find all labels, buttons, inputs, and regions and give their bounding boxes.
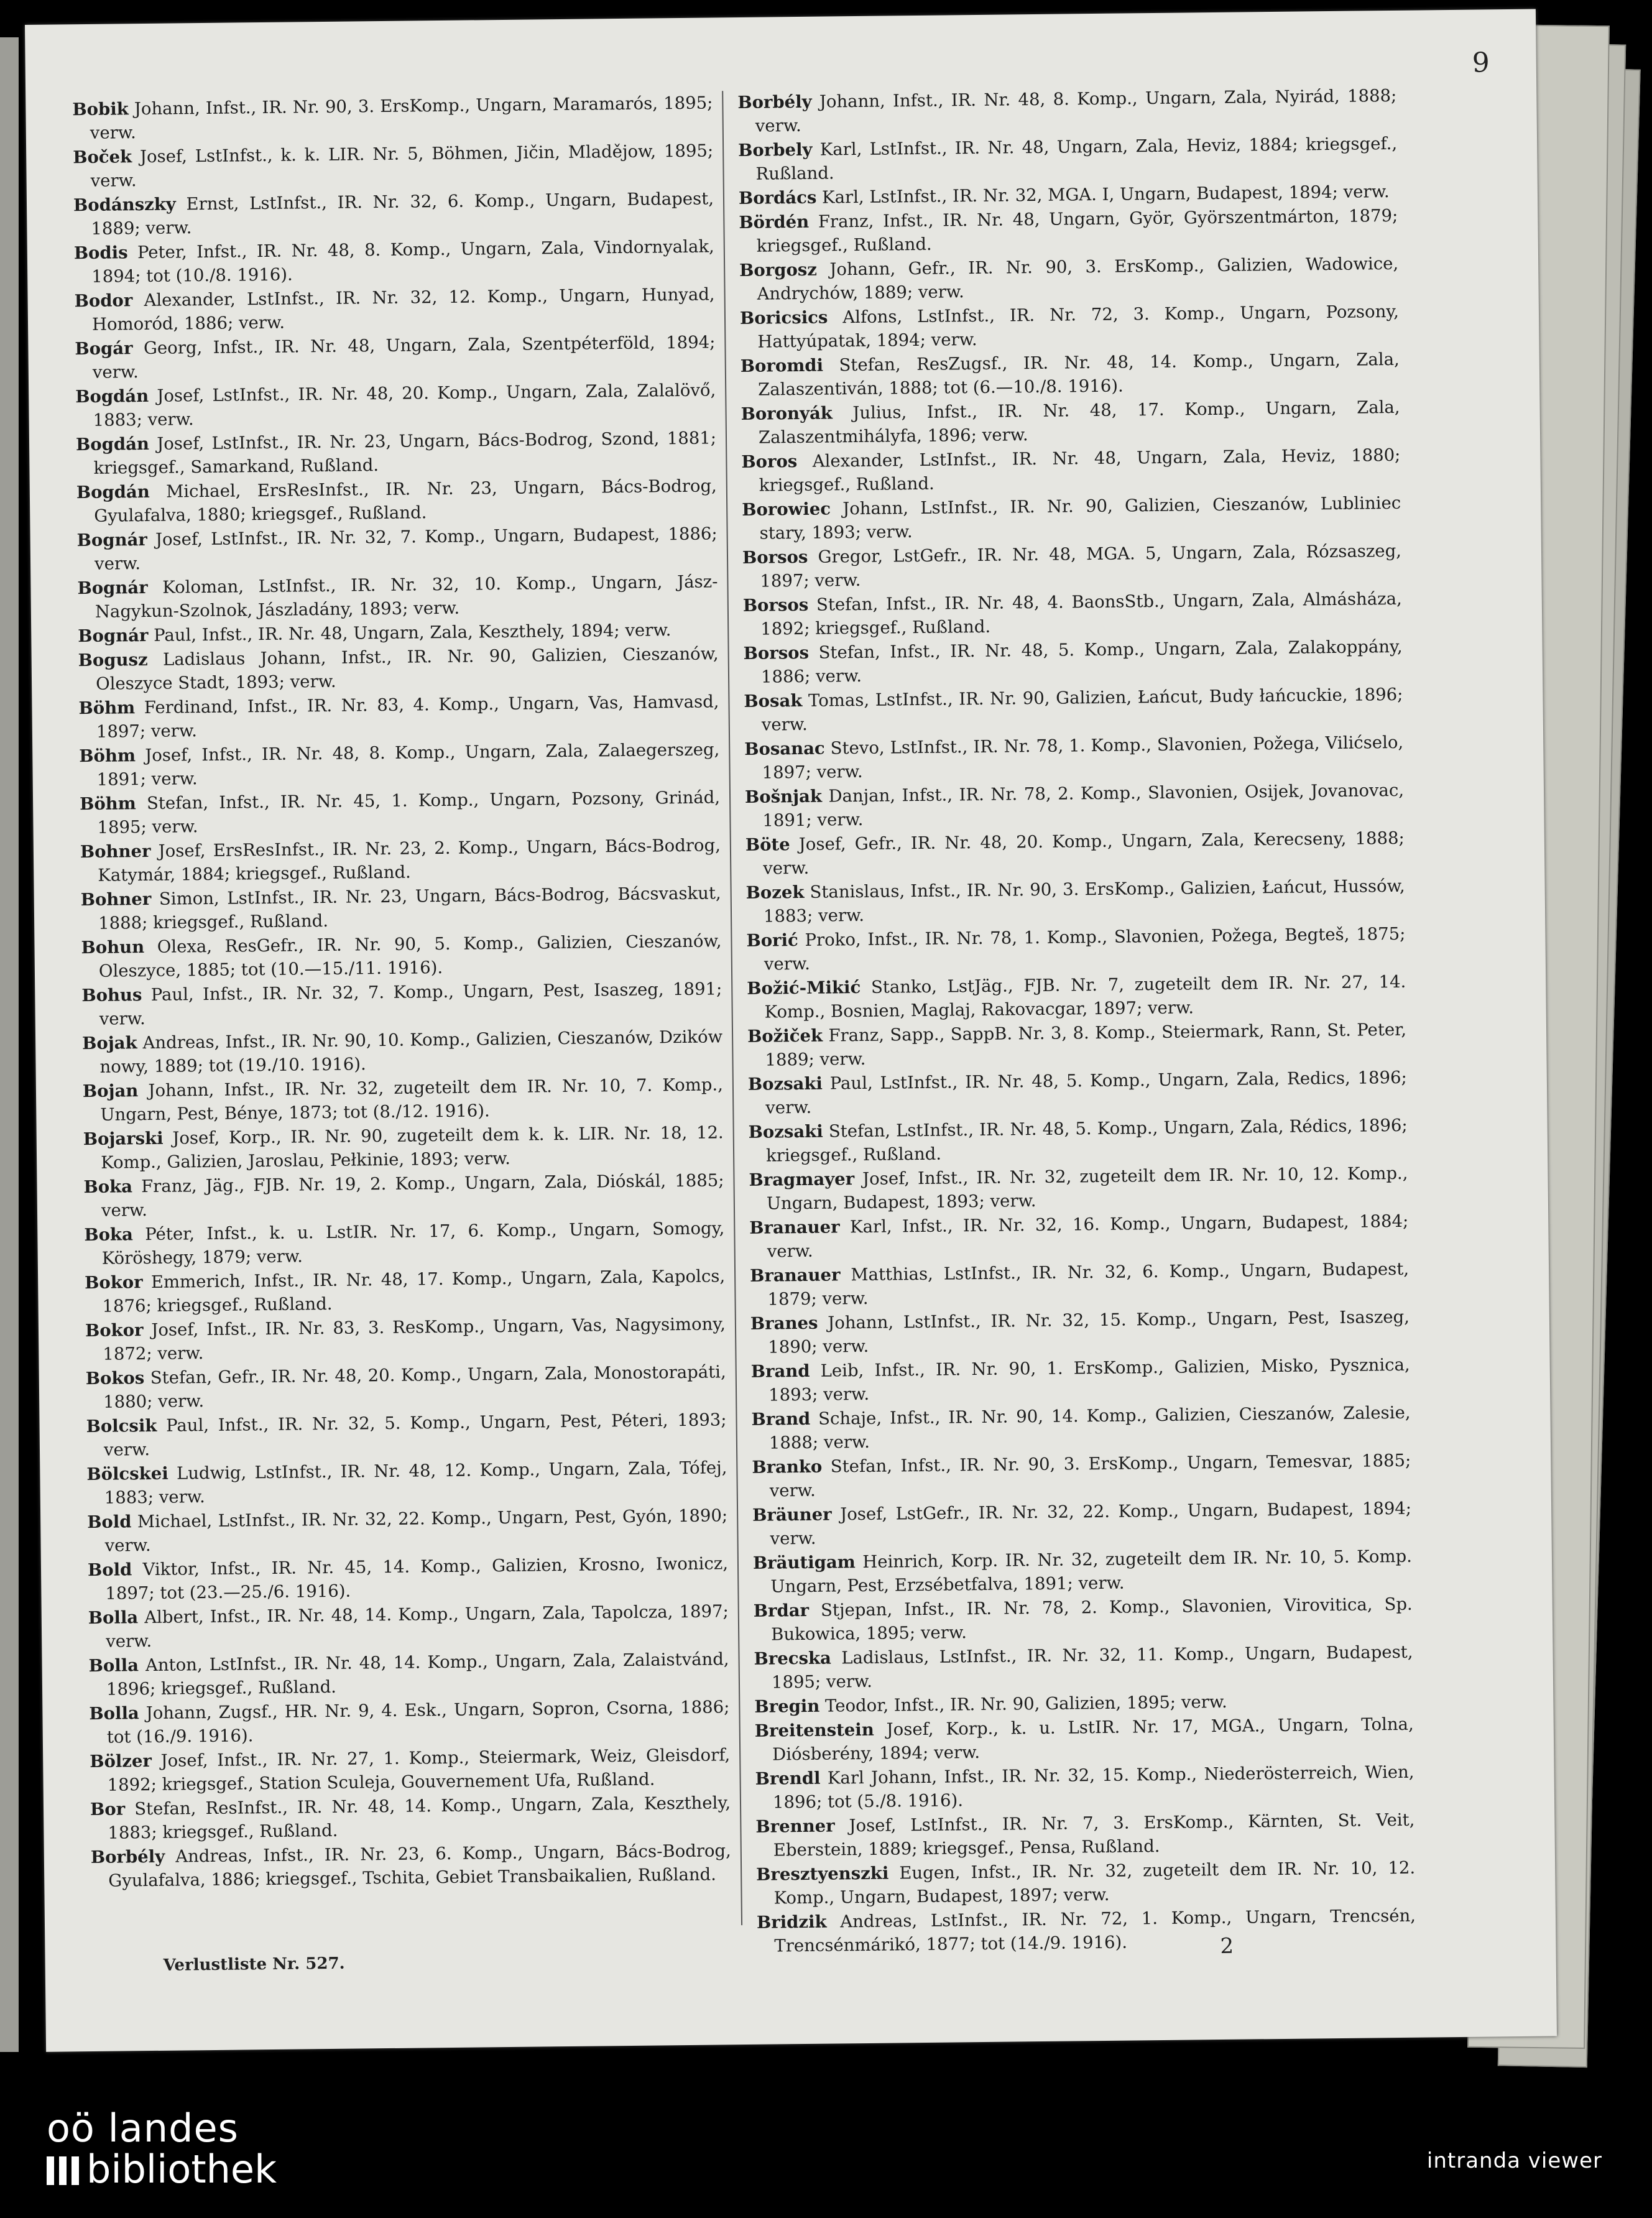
entry-details: Franz, Infst., IR. Nr. 48, Ungarn, Györ, Györszentmárton, 1879; kriegsgef., Rußland. bbox=[756, 205, 1398, 256]
entry-surname: Böte bbox=[745, 834, 790, 855]
entry-details: Heinrich, Korp. IR. Nr. 32, zugeteilt dem IR. Nr. 10, 5. Komp. Ungarn, Pest, Erzsébetfalva, 1891; verw. bbox=[770, 1546, 1413, 1597]
entry-surname: Brand bbox=[750, 1361, 810, 1382]
list-entry bbox=[751, 1401, 1411, 1455]
entry-details: Stefan, Infst., IR. Nr. 45, 1. Komp., Ungarn, Pozsony, Grinád, 1895; verw. bbox=[97, 787, 721, 838]
entry-surname: Boros bbox=[741, 451, 798, 472]
entry-surname: Borbély bbox=[90, 1846, 165, 1868]
entry-surname: Bognár bbox=[77, 577, 148, 599]
entry-surname: Bosanac bbox=[744, 738, 825, 759]
entry-surname: Bogdán bbox=[75, 433, 150, 455]
entry-details: Michael, ErsResInfst., IR. Nr. 23, Ungarn, Bács-Bodrog, Gyulafalva, 1880; kriegsgef., Rußland. bbox=[94, 476, 717, 526]
list-entry bbox=[744, 683, 1403, 737]
entry-details: Matthias, LstInfst., IR. Nr. 32, 6. Komp., Ungarn, Budapest, 1879; verw. bbox=[767, 1259, 1410, 1310]
entry-surname: Borsos bbox=[743, 642, 810, 663]
entry-details: Josef, LstInfst., IR. Nr. 7, 3. ErsKomp., Kärnten, St. Veit, Eberstein, 1889; kriegsgef., Pensa, Rußland. bbox=[773, 1809, 1415, 1860]
entry-details: Josef, Infst., IR. Nr. 27, 1. Komp., Steiermark, Weiz, Gleisdorf, 1892; kriegsgef., Station Sculeja, Gouvernement Ufa, Rußland. bbox=[107, 1745, 731, 1795]
list-entry bbox=[737, 84, 1397, 138]
entry-surname: Boronyák bbox=[741, 403, 833, 424]
list-entry bbox=[79, 737, 720, 792]
entry-details: Paul, LstInfst., IR. Nr. 48, 5. Komp., Ungarn, Zala, Redics, 1896; verw. bbox=[765, 1067, 1408, 1118]
entry-surname: Bosak bbox=[744, 690, 803, 711]
sheet-number: 2 bbox=[1220, 1933, 1234, 1959]
entry-surname: Bokor bbox=[85, 1320, 144, 1341]
list-entry bbox=[76, 474, 718, 528]
list-entry bbox=[86, 1408, 727, 1462]
entry-details: Stefan, ResZugsf., IR. Nr. 48, 14. Komp., Ungarn, Zala, Zalaszentiván, 1888; tot (6.—10./8. 1916). bbox=[758, 349, 1400, 400]
entry-surname: Borgosz bbox=[739, 259, 818, 280]
entry-details: Ladislaus Johann, Infst., IR. Nr. 90, Galizien, Cieszanów, Oleszyce Stadt, 1893; verw. bbox=[95, 644, 719, 694]
entry-surname: Böhm bbox=[79, 793, 136, 815]
list-entry bbox=[83, 1168, 724, 1222]
entry-details: Albert, Infst., IR. Nr. 48, 14. Komp., Ungarn, Zala, Tapolcza, 1897; verw. bbox=[106, 1601, 729, 1652]
entry-details: Paul, Infst., IR. Nr. 32, 7. Komp., Ungarn, Pest, Isaszeg, 1891; verw. bbox=[99, 979, 722, 1029]
entry-surname: Bodor bbox=[74, 290, 133, 312]
entry-details: Anton, LstInfst., IR. Nr. 48, 14. Komp., Ungarn, Zala, Zalaistvánd, 1896; kriegsgef., Rußland. bbox=[106, 1649, 729, 1699]
logo-bars-icon bbox=[47, 2156, 80, 2185]
entry-surname: Bor bbox=[90, 1799, 126, 1820]
entry-surname: Brecska bbox=[754, 1648, 832, 1669]
entry-details: Teodor, Infst., IR. Nr. 90, Galizien, 1895; verw. bbox=[824, 1691, 1227, 1716]
list-entry bbox=[754, 1640, 1413, 1694]
entry-details: Karl, Infst., IR. Nr. 32, 16. Komp., Ungarn, Budapest, 1884; verw. bbox=[767, 1211, 1409, 1262]
entry-details: Eugen, Infst., IR. Nr. 32, zugeteilt dem IR. Nr. 10, 12. Komp., Ungarn, Budapest, 1897; verw. bbox=[773, 1857, 1416, 1908]
entry-details: Franz, Jäg., FJB. Nr. 19, 2. Komp., Ungarn, Zala, Dióskál, 1885; verw. bbox=[101, 1170, 724, 1221]
entry-surname: Bojarski bbox=[83, 1128, 164, 1150]
entry-surname: Bozsaki bbox=[748, 1121, 823, 1142]
entry-details: Koloman, LstInfst., IR. Nr. 32, 10. Komp., Ungarn, Jász-Nagykun-Szolnok, Jászladány, 1893; verw. bbox=[95, 571, 718, 622]
entry-surname: Bregin bbox=[754, 1696, 820, 1717]
entry-details: Karl Johann, Infst., IR. Nr. 32, 15. Komp., Niederösterreich, Wien, 1896; tot (5./8. 1916). bbox=[772, 1762, 1414, 1813]
entry-surname: Bojak bbox=[81, 1033, 137, 1054]
entry-details: Franz, Sapp., SappB. Nr. 3, 8. Komp., Steiermark, Rann, St. Peter, 1889; verw. bbox=[765, 1019, 1407, 1070]
entry-details: Michael, LstInfst., IR. Nr. 32, 22. Komp., Ungarn, Pest, Gyón, 1890; verw. bbox=[104, 1505, 728, 1556]
entry-details: Péter, Infst., k. u. LstIR. Nr. 17, 6. Komp., Ungarn, Somogy, Köröshegy, 1879; verw. bbox=[101, 1218, 725, 1268]
entry-surname: Breitenstein bbox=[754, 1719, 874, 1741]
entry-surname: Bošnjak bbox=[744, 786, 823, 807]
entry-details: Proko, Infst., IR. Nr. 78, 1. Komp., Slavonien, Požega, Begteš, 1875; verw. bbox=[764, 923, 1406, 974]
list-entry bbox=[752, 1497, 1412, 1551]
list-entry bbox=[748, 1066, 1408, 1120]
entry-details: Stefan, Infst., IR. Nr. 48, 4. BaonsStb., Ungarn, Zala, Almásháza, 1892; kriegsgef., Rußland. bbox=[760, 588, 1402, 639]
entry-details: Johann, Infst., IR. Nr. 32, zugeteilt dem IR. Nr. 10, 7. Komp., Ungarn, Pest, Bénye, 1873; tot (8./12. 1916). bbox=[100, 1074, 724, 1125]
entry-surname: Bolcsik bbox=[86, 1415, 157, 1437]
list-entry bbox=[754, 1592, 1413, 1647]
entry-details: Josef, Gefr., IR. Nr. 48, 20. Komp., Ungarn, Zala, Kerecseny, 1888; verw. bbox=[763, 828, 1405, 879]
entry-surname: Bohner bbox=[80, 841, 151, 862]
entry-details: Ernst, LstInfst., IR. Nr. 32, 6. Komp., Ungarn, Budapest, 1889; verw. bbox=[91, 188, 714, 239]
previous-page-edge bbox=[0, 37, 19, 2052]
entry-details: Tomas, LstInfst., IR. Nr. 90, Galizien, Łańcut, Budy łańcuckie, 1896; verw. bbox=[761, 684, 1403, 735]
entry-surname: Bräutigam bbox=[752, 1552, 856, 1573]
entry-surname: Bozek bbox=[745, 882, 805, 903]
entry-details: Gregor, LstGefr., IR. Nr. 48, MGA. 5, Ungarn, Zala, Rózsaszeg, 1897; verw. bbox=[760, 540, 1402, 591]
entry-details: Schaje, Infst., IR. Nr. 90, 14. Komp., Galizien, Cieszanów, Zalesie, 1888; verw. bbox=[768, 1402, 1411, 1453]
list-entry bbox=[750, 1305, 1410, 1359]
list-entry bbox=[81, 929, 722, 983]
entry-details: Johann, LstInfst., IR. Nr. 32, 15. Komp., Ungarn, Pest, Isaszeg, 1890; verw. bbox=[768, 1306, 1410, 1357]
entry-surname: Boricsics bbox=[739, 307, 828, 328]
list-entry bbox=[84, 1216, 725, 1270]
entry-surname: Bohner bbox=[80, 889, 152, 910]
entry-surname: Borbely bbox=[738, 139, 813, 160]
entry-details: Paul, Infst., IR. Nr. 48, Ungarn, Zala, Keszthely, 1894; verw. bbox=[154, 620, 671, 645]
entry-details: Leib, Infst., IR. Nr. 90, 1. ErsKomp., Galizien, Misko, Pysznica, 1893; verw. bbox=[768, 1354, 1410, 1405]
scanned-page bbox=[25, 9, 1557, 2052]
entry-surname: Branauer bbox=[749, 1265, 841, 1286]
list-entry bbox=[81, 977, 722, 1031]
list-entry bbox=[755, 1808, 1415, 1862]
entry-details: Stjepan, Infst., IR. Nr. 78, 2. Komp., Slavonien, Virovitica, Sp. Bukowica, 1895; verw. bbox=[771, 1594, 1413, 1645]
entry-surname: Boromdi bbox=[740, 355, 824, 376]
entry-details: Karl, LstInfst., IR. Nr. 32, MGA. I, Ungarn, Budapest, 1894; verw. bbox=[821, 182, 1390, 208]
list-entry bbox=[74, 282, 715, 336]
list-entry bbox=[76, 426, 717, 480]
entry-details: Viktor, Infst., IR. Nr. 45, 14. Komp., Galizien, Krosno, Iwonicz, 1897; tot (23.—25./6. 1916). bbox=[105, 1553, 729, 1604]
list-entry bbox=[77, 570, 718, 624]
entry-surname: Bognár bbox=[78, 625, 149, 647]
list-entry bbox=[88, 1647, 729, 1701]
list-entry bbox=[739, 252, 1399, 306]
entry-surname: Bold bbox=[87, 1512, 132, 1533]
entry-details: Josef, Infst., IR. Nr. 32, zugeteilt dem IR. Nr. 10, 12. Komp., Ungarn, Budapest, 1893; verw. bbox=[766, 1163, 1408, 1214]
entry-details: Stefan, Gefr., IR. Nr. 48, 20. Komp., Ungarn, Zala, Monostorapáti, 1880; verw. bbox=[103, 1362, 726, 1412]
entry-surname: Bresztyenszki bbox=[756, 1863, 889, 1885]
list-entry bbox=[76, 522, 718, 576]
entry-details: Julius, Infst., IR. Nr. 48, 17. Komp., Ungarn, Zala, Zalaszentmihályfa, 1896; verw. bbox=[758, 397, 1400, 448]
list-entry bbox=[88, 1599, 729, 1653]
entry-details: Josef, Infst., IR. Nr. 48, 8. Komp., Ungarn, Zala, Zalaegerszeg, 1891; verw. bbox=[96, 739, 720, 790]
entry-surname: Bodánszky bbox=[73, 194, 176, 216]
list-entry bbox=[75, 330, 716, 384]
list-entry bbox=[739, 204, 1398, 258]
list-entry bbox=[82, 1025, 723, 1079]
list-entry bbox=[738, 132, 1398, 186]
list-entry bbox=[749, 1162, 1408, 1216]
entry-surname: Bogdán bbox=[75, 386, 149, 407]
entry-details: Danjan, Infst., IR. Nr. 78, 2. Komp., Slavonien, Osijek, Jovanovac, 1891; verw. bbox=[762, 780, 1405, 831]
entry-surname: Bohus bbox=[81, 985, 142, 1006]
entry-surname: Boka bbox=[84, 1224, 134, 1245]
list-entry bbox=[75, 378, 716, 432]
list-entry bbox=[743, 587, 1403, 641]
entry-details: Stanko, LstJäg., FJB. Nr. 7, zugeteilt dem IR. Nr. 27, 14. Komp., Bosnien, Maglaj, Rakovacgar, 1897; verw. bbox=[764, 971, 1406, 1022]
list-entry bbox=[745, 779, 1405, 833]
entry-details: Peter, Infst., IR. Nr. 48, 8. Komp., Ungarn, Zala, Vindornyalak, 1894; tot (10./8. 1916). bbox=[91, 236, 714, 287]
entry-details: Karl, LstInfst., IR. Nr. 48, Ungarn, Zala, Heviz, 1884; kriegsgef., Rußland. bbox=[755, 133, 1398, 184]
list-entry bbox=[78, 690, 719, 744]
list-entry bbox=[73, 139, 714, 193]
list-entry bbox=[85, 1264, 726, 1318]
entry-details: Paul, Infst., IR. Nr. 32, 5. Komp., Ungarn, Pest, Péteri, 1893; verw. bbox=[103, 1410, 727, 1460]
entry-details: Josef, LstGefr., IR. Nr. 32, 22. Komp., Ungarn, Budapest, 1894; verw. bbox=[770, 1498, 1412, 1549]
entry-surname: Bognár bbox=[76, 529, 147, 551]
list-entry bbox=[90, 1791, 731, 1845]
list-entry bbox=[80, 785, 721, 839]
entry-surname: Brdar bbox=[753, 1600, 810, 1621]
list-entry bbox=[745, 874, 1405, 928]
entry-surname: Bölcskei bbox=[86, 1463, 168, 1485]
list-entry bbox=[757, 1904, 1416, 1958]
list-entry bbox=[741, 348, 1400, 402]
list-entry bbox=[745, 826, 1405, 880]
list-entry bbox=[741, 443, 1401, 497]
list-entry bbox=[753, 1545, 1413, 1599]
entry-surname: Borsos bbox=[742, 547, 808, 568]
entry-surname: Bogdán bbox=[76, 481, 150, 503]
list-entry bbox=[742, 491, 1401, 545]
list-entry bbox=[756, 1856, 1416, 1910]
entry-details: Josef, ErsResInfst., IR. Nr. 23, 2. Komp., Ungarn, Bács-Bodrog, Katymár, 1884; kriegsgef., Rußland. bbox=[98, 835, 721, 885]
entry-surname: Bokor bbox=[85, 1272, 143, 1293]
entry-details: Georg, Infst., IR. Nr. 48, Ungarn, Zala, Szentpéterföld, 1894; verw. bbox=[92, 332, 716, 382]
list-entry bbox=[91, 1839, 732, 1893]
list-entry bbox=[749, 1114, 1408, 1168]
entry-details: Stefan, Infst., IR. Nr. 48, 5. Komp., Ungarn, Zala, Zalakoppány, 1886; verw. bbox=[760, 636, 1403, 687]
entry-details: Stefan, ResInfst., IR. Nr. 48, 14. Komp., Ungarn, Zala, Keszthely, 1883; kriegsgef., Rußland. bbox=[108, 1793, 731, 1843]
viewer-label: intranda viewer bbox=[1426, 2148, 1602, 2173]
entry-details: Stefan, Infst., IR. Nr. 90, 3. ErsKomp., Ungarn, Temesvar, 1885; verw. bbox=[769, 1450, 1411, 1501]
list-entry bbox=[750, 1257, 1410, 1311]
entry-surname: Bördén bbox=[739, 211, 810, 233]
entry-surname: Bräuner bbox=[752, 1504, 832, 1525]
logo-line-2: bibliothek bbox=[86, 2146, 277, 2192]
entry-surname: Borowiec bbox=[742, 499, 831, 520]
entry-surname: Boček bbox=[73, 147, 132, 168]
entry-surname: Bolla bbox=[89, 1703, 139, 1724]
list-entry bbox=[747, 970, 1406, 1024]
entry-details: Josef, Korp., k. u. LstIR. Nr. 17, MGA., Ungarn, Tolna, Diósberény, 1894; verw. bbox=[772, 1714, 1414, 1765]
page-number: 9 bbox=[1472, 47, 1490, 79]
list-entry bbox=[89, 1695, 730, 1749]
list-entry bbox=[743, 635, 1403, 689]
entry-details: Josef, Korp., IR. Nr. 90, zugeteilt dem k. k. LIR. Nr. 18, 12. Komp., Galizien, Jaroslau, Pełkinie, 1893; verw. bbox=[101, 1122, 724, 1173]
entry-details: Stanislaus, Infst., IR. Nr. 90, 3. ErsKomp., Galizien, Łańcut, Hussów, 1883; verw. bbox=[763, 876, 1405, 926]
list-entry bbox=[80, 833, 721, 887]
entry-surname: Branauer bbox=[749, 1217, 840, 1238]
entry-details: Andreas, Infst., IR. Nr. 90, 10. Komp., Galizien, Cieszanów, Dzików nowy, 1889; tot (19./10. 1916). bbox=[99, 1027, 723, 1077]
list-entry bbox=[749, 1209, 1409, 1264]
list-entry bbox=[87, 1504, 728, 1558]
list-entry bbox=[86, 1456, 727, 1510]
entry-surname: Bolla bbox=[88, 1655, 139, 1676]
entry-details: Johann, Zugsf., HR. Nr. 9, 4. Esk., Ungarn, Sopron, Csorna, 1886; tot (16./9. 1916). bbox=[106, 1697, 730, 1747]
list-entry bbox=[746, 922, 1406, 976]
entry-details: Johann, LstInfst., IR. Nr. 90, Galizien, Cieszanów, Lubliniec stary, 1893; verw. bbox=[759, 492, 1401, 543]
list-entry bbox=[744, 731, 1404, 785]
entry-details: Johann, Gefr., IR. Nr. 90, 3. ErsKomp., Galizien, Wadowice, Andrychów, 1889; verw. bbox=[757, 253, 1399, 304]
entry-surname: Boka bbox=[83, 1176, 133, 1198]
list-entry bbox=[73, 187, 714, 241]
entry-details: Simon, LstInfst., IR. Nr. 23, Ungarn, Bács-Bodrog, Bácsvaskut, 1888; kriegsgef., Rußland. bbox=[98, 883, 721, 933]
entry-surname: Bolla bbox=[88, 1607, 139, 1629]
entry-surname: Bölzer bbox=[90, 1751, 152, 1772]
entry-surname: Bogár bbox=[75, 338, 133, 359]
entry-surname: Božić-Mikić bbox=[747, 977, 861, 999]
entry-details: Olexa, ResGefr., IR. Nr. 90, 5. Komp., Galizien, Cieszanów, Oleszyce, 1885; tot (10.—15./11. 1916). bbox=[98, 931, 722, 981]
right-column bbox=[737, 84, 1416, 1959]
entry-surname: Bodis bbox=[73, 243, 128, 264]
entry-surname: Bojan bbox=[82, 1081, 139, 1102]
left-column bbox=[72, 91, 731, 1893]
logo-line-2-wrap bbox=[47, 2146, 277, 2192]
entry-details: Josef, LstInfst., k. k. LIR. Nr. 5, Böhmen, Jičin, Mladějow, 1895; verw. bbox=[90, 141, 714, 191]
entry-details: Emmerich, Infst., IR. Nr. 48, 17. Komp., Ungarn, Zala, Kapolcs, 1876; kriegsgef., Rußland. bbox=[102, 1266, 726, 1316]
list-entry bbox=[83, 1121, 724, 1175]
list-entry bbox=[755, 1760, 1414, 1814]
entry-details: Andreas, Infst., IR. Nr. 23, 6. Komp., Ungarn, Bács-Bodrog, Gyulafalva, 1886; kriegsgef., Tschita, Gebiet Transbaikalien, Rußland. bbox=[108, 1841, 731, 1891]
entry-surname: Bragmayer bbox=[749, 1169, 855, 1190]
entry-details: Stefan, LstInfst., IR. Nr. 48, 5. Komp., Ungarn, Zala, Rédics, 1896; kriegsgef., Rußland. bbox=[765, 1115, 1408, 1166]
entry-surname: Branko bbox=[752, 1456, 823, 1477]
logo-line-1: oö landes bbox=[47, 2105, 239, 2151]
entry-surname: Božiček bbox=[747, 1025, 823, 1047]
entry-surname: Bobik bbox=[72, 99, 129, 120]
entry-surname: Brendl bbox=[755, 1768, 821, 1789]
entry-details: Alexander, LstInfst., IR. Nr. 32, 12. Komp., Ungarn, Hunyad, Homoród, 1886; verw. bbox=[91, 284, 715, 335]
entry-surname: Bridzik bbox=[756, 1911, 827, 1933]
entry-details: Stevo, LstInfst., IR. Nr. 78, 1. Komp., Slavonien, Požega, Vilićselo, 1897; verw. bbox=[762, 732, 1404, 783]
list-entry bbox=[751, 1353, 1411, 1407]
entry-surname: Bozsaki bbox=[747, 1073, 823, 1094]
list-entry bbox=[86, 1360, 727, 1414]
entry-details: Ladislaus, LstInfst., IR. Nr. 32, 11. Komp., Ungarn, Budapest, 1895; verw. bbox=[771, 1642, 1413, 1693]
entry-surname: Böhm bbox=[78, 698, 136, 719]
list-entry bbox=[81, 881, 722, 935]
entry-surname: Bokos bbox=[85, 1368, 145, 1389]
entry-details: Josef, Infst., IR. Nr. 83, 3. ResKomp., Ungarn, Vas, Nagysimony, 1872; verw. bbox=[103, 1314, 726, 1364]
list-entry bbox=[90, 1743, 731, 1797]
entry-surname: Borbély bbox=[737, 91, 812, 113]
entry-surname: Brenner bbox=[755, 1816, 835, 1837]
list-entry bbox=[755, 1712, 1414, 1767]
list-entry bbox=[88, 1551, 729, 1606]
list-entry bbox=[747, 1018, 1407, 1072]
entry-details: Josef, LstInfst., IR. Nr. 48, 20. Komp., Ungarn, Zala, Zalalövő, 1883; verw. bbox=[93, 380, 716, 430]
entry-surname: Brand bbox=[751, 1408, 811, 1430]
list-entry bbox=[83, 1073, 724, 1127]
list-entry bbox=[85, 1312, 726, 1366]
entry-surname: Böhm bbox=[79, 746, 136, 767]
entry-surname: Bogusz bbox=[78, 649, 148, 671]
entry-details: Alexander, LstInfst., IR. Nr. 48, Ungarn, Zala, Heviz, 1880; kriegsgef., Rußland. bbox=[759, 445, 1401, 496]
list-entry bbox=[740, 300, 1400, 354]
list-entry bbox=[74, 234, 715, 289]
entry-surname: Borić bbox=[746, 930, 798, 951]
list-entry bbox=[741, 395, 1400, 450]
entry-details: Ludwig, LstInfst., IR. Nr. 48, 12. Komp., Ungarn, Zala, Tófej, 1883; verw. bbox=[104, 1458, 727, 1508]
entry-details: Josef, LstInfst., IR. Nr. 23, Ungarn, Bács-Bodrog, Szond, 1881; kriegsgef., Samarkand, Rußland. bbox=[93, 428, 717, 478]
list-entry bbox=[752, 1449, 1411, 1503]
entry-details: Andreas, LstInfst., IR. Nr. 72, 1. Komp., Ungarn, Trencsén, Trencsénmárikó, 1877; tot (14./9. 1916). bbox=[774, 1905, 1416, 1956]
entry-details: Johann, Infst., IR. Nr. 90, 3. ErsKomp., Ungarn, Maramarós, 1895; verw. bbox=[90, 93, 713, 143]
list-entry bbox=[78, 642, 719, 696]
entry-details: Johann, Infst., IR. Nr. 48, 8. Komp., Ungarn, Zala, Nyirád, 1888; verw. bbox=[755, 85, 1397, 136]
entry-surname: Borsos bbox=[742, 594, 809, 616]
list-entry bbox=[742, 539, 1402, 593]
entry-surname: Bold bbox=[87, 1560, 132, 1581]
entry-surname: Branes bbox=[750, 1313, 818, 1334]
entry-details: Ferdinand, Infst., IR. Nr. 83, 4. Komp., Ungarn, Vas, Hamvasd, 1897; verw. bbox=[96, 691, 719, 742]
library-logo bbox=[47, 2105, 277, 2192]
list-entry bbox=[72, 91, 713, 145]
list-number: Verlustliste Nr. 527. bbox=[163, 1954, 345, 1975]
entry-details: Josef, LstInfst., IR. Nr. 32, 7. Komp., Ungarn, Budapest, 1886; verw. bbox=[94, 524, 718, 574]
entry-surname: Bohun bbox=[81, 937, 145, 958]
entry-details: Alfons, LstInfst., IR. Nr. 72, 3. Komp., Ungarn, Pozsony, Hattyúpatak, 1894; verw. bbox=[757, 301, 1400, 352]
entry-surname: Bordács bbox=[738, 187, 817, 208]
